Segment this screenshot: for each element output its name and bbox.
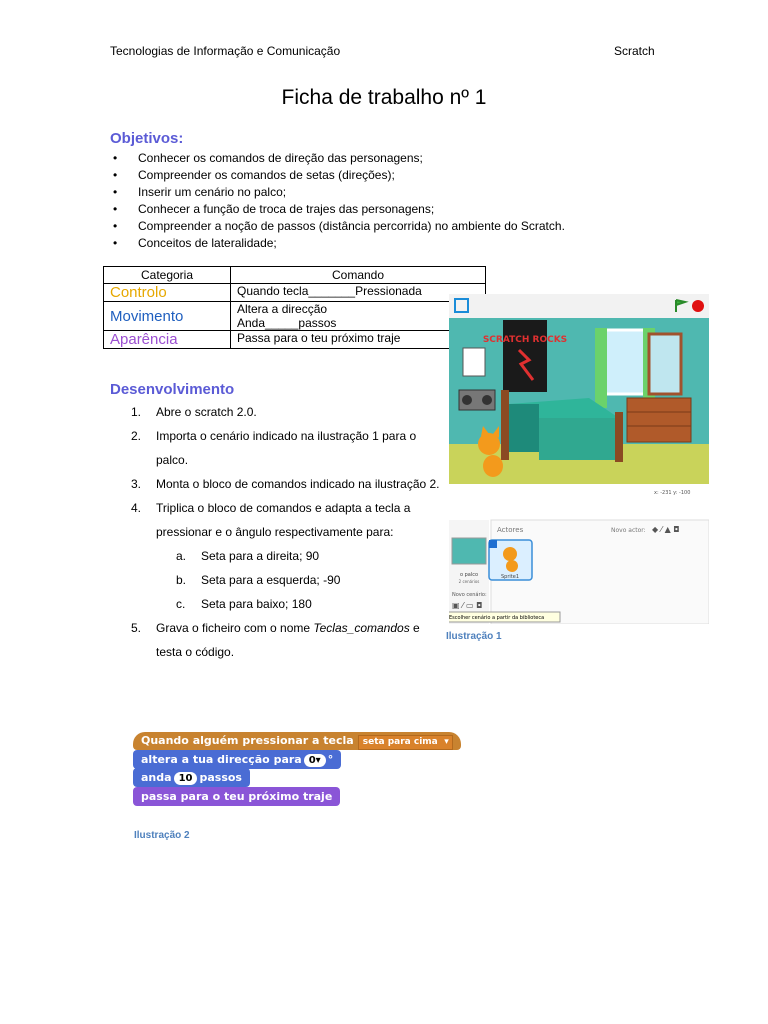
move-text-after: passos	[199, 771, 242, 784]
step-number: 2.	[131, 429, 142, 443]
direction-input[interactable]: 0▾	[304, 754, 326, 767]
command-text: Passa para o teu próximo traje	[237, 331, 401, 345]
move-text: anda	[141, 771, 172, 784]
sub-text: Seta para a esquerda; -90	[201, 573, 341, 587]
table-row	[104, 302, 486, 331]
stage-toolbar	[449, 294, 709, 318]
caption-ilustracao-1: Ilustração 1	[446, 631, 502, 642]
scratch-stage-illustration	[449, 294, 709, 624]
header-left: Tecnologias de Informação e Comunicação	[110, 44, 341, 58]
step-text: Abre o scratch 2.0.	[156, 405, 257, 419]
list-item	[156, 544, 441, 568]
list-item	[131, 472, 441, 496]
list-item: • Conhecer a função de troca de trajes das personagens;	[113, 201, 565, 218]
category-aparencia: Aparência	[104, 331, 231, 349]
list-item: • Compreender os comandos de setas (direções);	[113, 167, 565, 184]
step-number: 1.	[131, 405, 142, 419]
step-number: 3.	[131, 477, 142, 491]
page-title: Ficha de trabalho nº 1	[281, 86, 487, 109]
new-scene-label: Novo cenário:	[452, 592, 487, 598]
list-item: • Conhecer os comandos de direção das personagens;	[113, 150, 565, 167]
filename-text: Teclas_comandos	[313, 621, 410, 635]
list-item	[156, 568, 441, 592]
step-text: Triplica o bloco de comandos e adapta a tecla a pressionar e o ângulo respectivamente para:	[156, 501, 411, 539]
category-controlo: Controlo	[104, 284, 231, 302]
step-text: e testa o código.	[156, 621, 420, 659]
key-dropdown[interactable]	[358, 735, 453, 750]
costume-text: passa para o teu próximo traje	[141, 790, 333, 803]
when-key-pressed-block	[133, 732, 461, 750]
actors-label: Actores	[497, 526, 524, 534]
new-actor-label: Novo actor:	[611, 527, 646, 534]
move-steps-block	[133, 768, 250, 787]
actor-tools-icon: ◆ ⁄ ▲ ◘	[652, 525, 680, 534]
hat-text: Quando alguém pressionar a tecla	[141, 734, 354, 747]
key-dropdown-value: seta para cima	[362, 737, 438, 747]
desenvolvimento-heading: Desenvolvimento	[110, 381, 235, 398]
degree-symbol: °	[327, 753, 334, 766]
list-item: • Inserir um cenário no palco;	[113, 184, 565, 201]
table-row	[104, 331, 486, 349]
list-item	[131, 400, 441, 424]
caption-ilustracao-2: Ilustração 2	[134, 830, 190, 841]
table-header-comando: Comando	[231, 267, 486, 284]
command-text: Anda_____passos	[237, 316, 337, 330]
objetivos-list	[113, 150, 565, 252]
step-text: Grava o ficheiro com o nome	[156, 621, 314, 635]
step-number: 4.	[131, 501, 142, 515]
list-item: • Compreender a noção de passos (distância percorrida) no ambiente do Scratch.	[113, 218, 565, 235]
steps-list	[131, 400, 441, 664]
command-cell	[231, 284, 486, 302]
list-item	[131, 424, 441, 472]
chevron-down-icon: ▾	[444, 737, 449, 747]
sub-text: Seta para baixo; 180	[201, 597, 312, 611]
sub-letter: b.	[176, 573, 187, 587]
mirror	[649, 334, 681, 394]
poster-text: SCRATCH ROCKS	[482, 335, 568, 345]
list-item	[131, 616, 441, 664]
table-header-row	[104, 267, 486, 284]
sub-letter: c.	[176, 597, 186, 611]
scratch-screenshot	[449, 294, 709, 624]
sub-letter: a.	[176, 549, 187, 563]
commands-table	[103, 266, 486, 349]
sub-text: Seta para a direita; 90	[201, 549, 320, 563]
calendar	[463, 348, 485, 376]
stage-label: o palco	[459, 572, 479, 578]
sub-list	[156, 544, 441, 616]
steps-input[interactable]: 10	[174, 772, 198, 785]
table-header-categoria: Categoria	[104, 267, 231, 284]
command-cell	[231, 302, 486, 331]
list-item	[131, 496, 441, 616]
category-movimento: Movimento	[104, 302, 231, 331]
tooltip-text: Escolher cenário a partir da biblioteca	[449, 615, 545, 621]
stop-icon	[692, 300, 704, 312]
point-direction-block	[133, 750, 341, 769]
command-cell	[231, 331, 486, 349]
step-number: 5.	[131, 621, 142, 635]
objetivos-heading: Objetivos:	[110, 130, 184, 147]
header-right: Scratch	[614, 44, 655, 58]
table-row	[104, 284, 486, 302]
dresser	[627, 398, 691, 442]
step-text: Monta o bloco de comandos indicado na ilustração 2.	[156, 477, 440, 491]
list-item: • Conceitos de lateralidade;	[113, 235, 565, 252]
command-text: Quando tecla_______Pressionada	[237, 284, 422, 298]
coords-text: x: -231 y: -100	[654, 490, 691, 496]
command-text: Altera a direcção	[237, 302, 328, 316]
step-text: Importa o cenário indicado na ilustração 1 para o palco.	[156, 429, 417, 467]
sprite-name: Sprite1	[500, 574, 520, 580]
next-costume-block	[133, 787, 340, 806]
turn-text: altera a tua direcção para	[141, 753, 302, 766]
scene-tools-icon: ▣ ⁄ ▭ ◘	[452, 601, 483, 610]
stage-sub: 2 cenários	[458, 579, 480, 584]
list-item	[156, 592, 441, 616]
